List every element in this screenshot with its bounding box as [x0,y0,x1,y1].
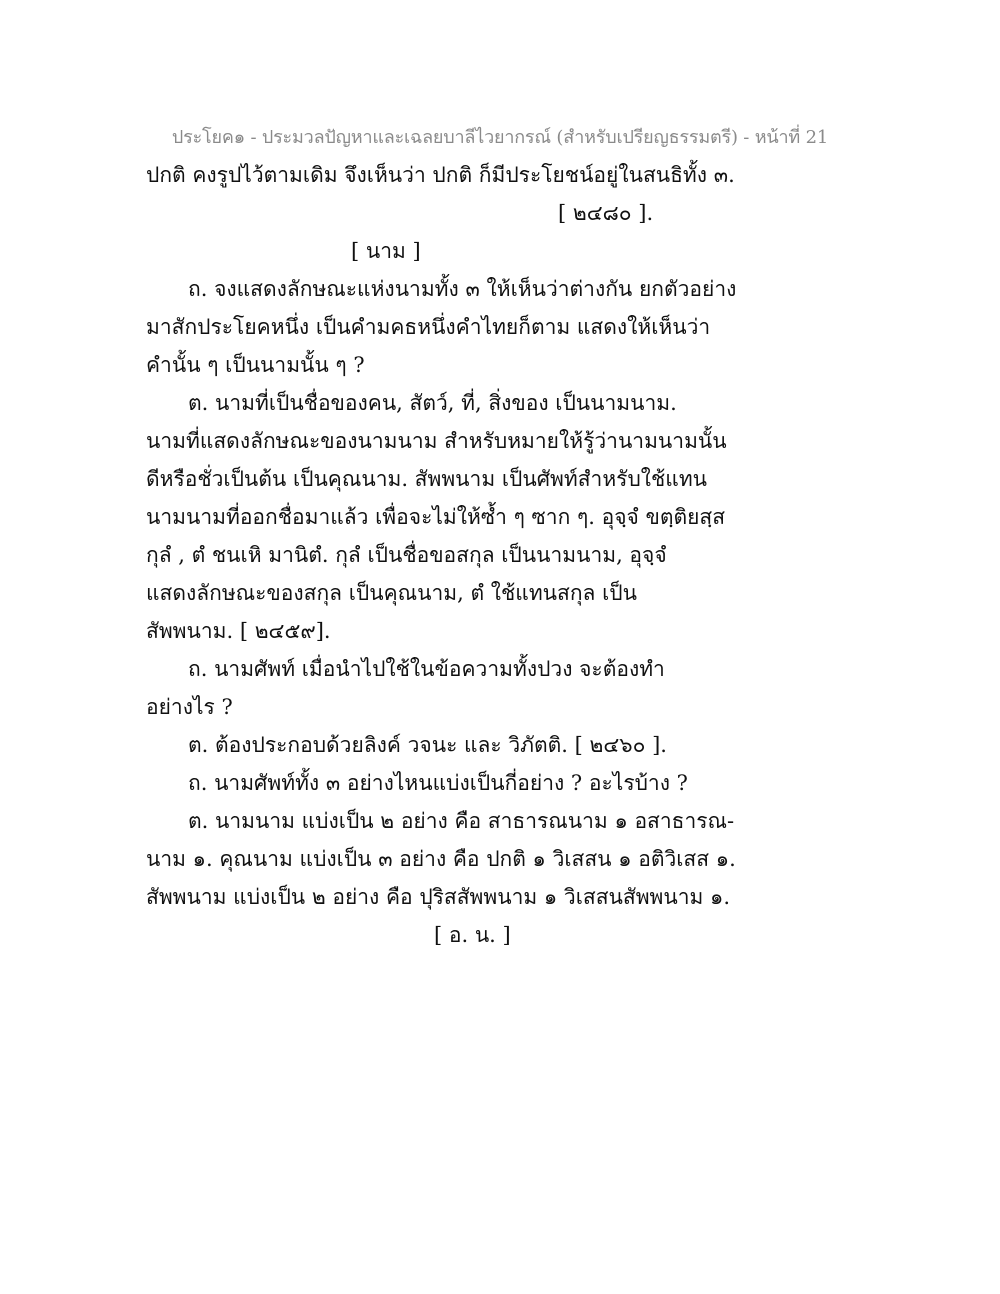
question-line: ถ. นามศัพท์ เมื่อนำไปใช้ในข้อความทั้งปวง จะต้องทำ [188,657,665,681]
text-line: นามนามที่ออกชื่อมาแล้ว เพื่อจะไม่ให้ซ้ำ ๆ ซาก ๆ. อุจฺจํ ขตฺติยสฺส [146,505,726,529]
section-heading: [ นาม ] [351,239,421,263]
text-line: นามที่แสดงลักษณะของนามนาม สำหรับหมายให้รู้ว่านามนามนั้น [146,429,727,453]
text-line: ปกติ คงรูปไว้ตามเดิม จึงเห็นว่า ปกติ ก็มีประโยชน์อยู่ในสนธิทั้ง ๓. [146,163,735,187]
text-line: นาม ๑. คุณนาม แบ่งเป็น ๓ อย่าง คือ ปกติ ๑ วิเสสน ๑ อติวิเสส ๑. [146,847,736,871]
body-text [146,156,737,954]
source-reference: [ อ. น. ] [434,923,511,947]
answer-line: ต. ต้องประกอบด้วยลิงค์ วจนะ และ วิภัตติ. [ ๒๔๖๐ ]. [188,733,667,757]
year-reference: [ ๒๔๘๐ ]. [558,201,654,225]
text-line: คำนั้น ๆ เป็นนามนั้น ๆ ? [146,353,365,377]
running-header: ประโยค๑ - ประมวลปัญหาและเฉลยบาลีไวยากรณ์ (สำหรับเปรียญธรรมตรี) - หน้าที่ 21 [171,127,829,148]
text-line: กุลํ , ตํ ชนเหิ มานิตํ. กุลํ เป็นชื่อขอสกุล เป็นนามนาม, อุจฺจํ [146,543,667,567]
answer-line: ต. นามที่เป็นชื่อของคน, สัตว์, ที่, สิ่งของ เป็นนามนาม. [188,391,677,415]
text-line: มาสักประโยคหนึ่ง เป็นคำมคธหนึ่งคำไทยก็ตาม แสดงให้เห็นว่า [146,315,711,339]
text-line: ดีหรือชั่วเป็นต้น เป็นคุณนาม. สัพพนาม เป็นศัพท์สำหรับใช้แทน [146,467,708,491]
text-line: แสดงลักษณะของสกุล เป็นคุณนาม, ตํ ใช้แทนสกุล เป็น [146,581,637,605]
answer-line: ต. นามนาม แบ่งเป็น ๒ อย่าง คือ สาธารณนาม ๑ อสาธารณ- [188,809,735,833]
question-line: ถ. นามศัพท์ทั้ง ๓ อย่างไหนแบ่งเป็นกี่อย่าง ? อะไรบ้าง ? [188,771,688,795]
text-line: สัพพนาม. [ ๒๔๕๙]. [146,619,331,643]
text-line: อย่างไร ? [146,695,233,719]
text-line: สัพพนาม แบ่งเป็น ๒ อย่าง คือ ปุริสสัพพนาม ๑ วิเสสนสัพพนาม ๑. [146,885,731,909]
question-line: ถ. จงแสดงลักษณะแห่งนามทั้ง ๓ ให้เห็นว่าต่างกัน ยกตัวอย่าง [188,277,737,301]
